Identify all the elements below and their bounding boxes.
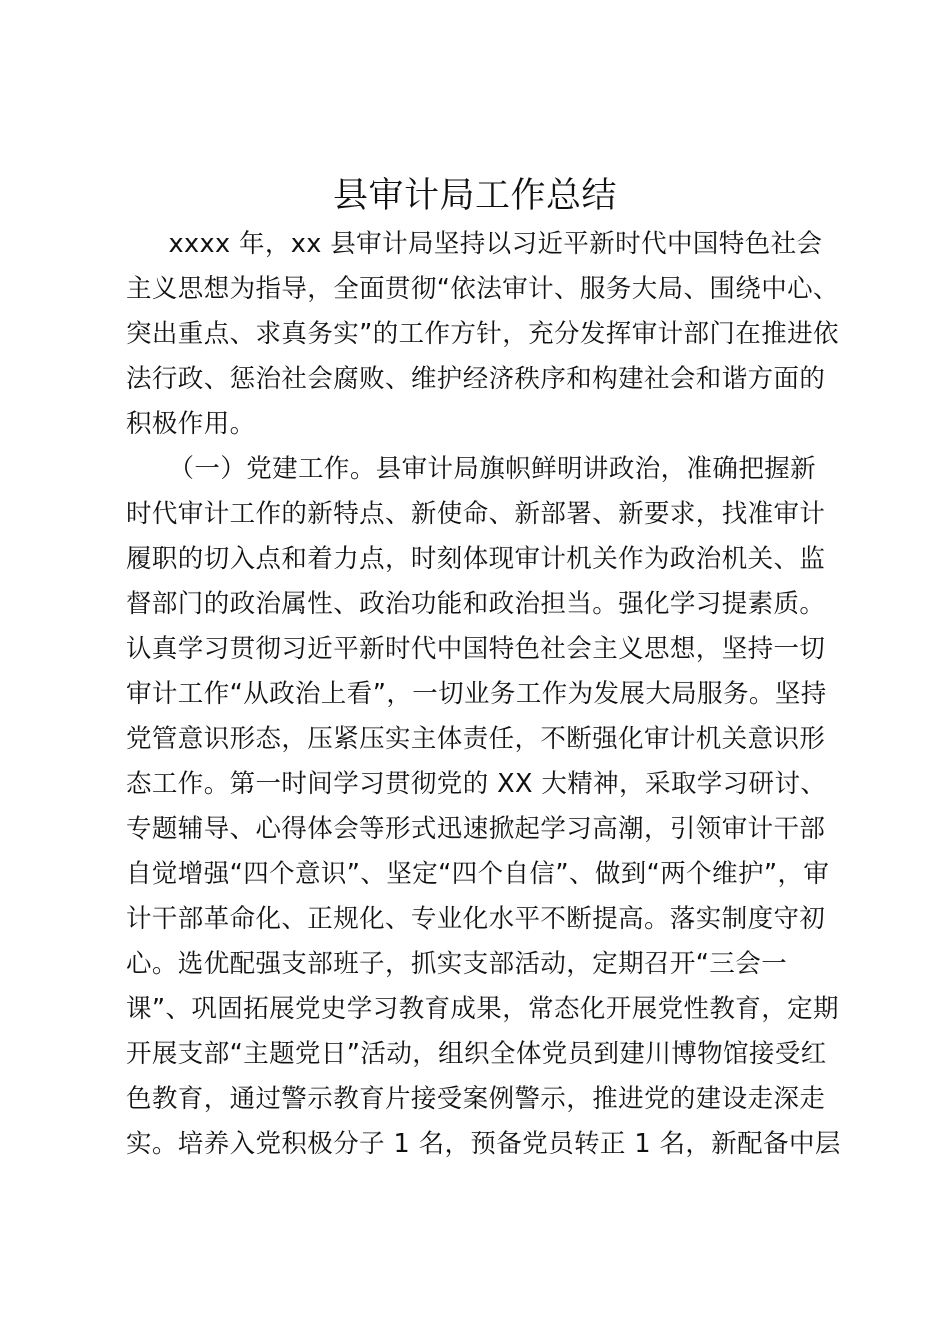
body-line: 实。培养入党积极分子 1 名，预备党员转正 1 名，新配备中层 [126, 1129, 841, 1159]
body-line: 履职的切入点和着力点，时刻体现审计机关作为政治机关、监 [126, 544, 826, 574]
body-line: 态工作。第一时间学习贯彻党的 XX 大精神，采取学习研讨、 [126, 769, 827, 799]
body-line: 开展支部“主题党日”活动，组织全体党员到建川博物馆接受红 [126, 1039, 827, 1069]
body-line: 认真学习贯彻习近平新时代中国特色社会主义思想，坚持一切 [126, 634, 826, 664]
body-line: 督部门的政治属性、政治功能和政治担当。强化学习提素质。 [126, 589, 826, 619]
body-line: 课”、巩固拓展党史学习教育成果，常态化开展党性教育，定期 [126, 994, 839, 1024]
body-line: xxxx 年，xx 县审计局坚持以习近平新时代中国特色社会 [126, 229, 823, 259]
body-line: 党管意识形态，压紧压实主体责任，不断强化审计机关意识形 [126, 724, 826, 754]
body-line: 计干部革命化、正规化、专业化水平不断提高。落实制度守初 [126, 904, 826, 934]
body-line: 色教育，通过警示教育片接受案例警示，推进党的建设走深走 [126, 1084, 826, 1114]
body-line: 时代审计工作的新特点、新使命、新部署、新要求，找准审计 [126, 499, 826, 529]
body-line: 专题辅导、心得体会等形式迅速掀起学习高潮，引领审计干部 [126, 814, 826, 844]
body-line: 心。选优配强支部班子，抓实支部活动，定期召开“三会一 [126, 949, 788, 979]
body-line: 突出重点、求真务实”的工作方针，充分发挥审计部门在推进依 [126, 319, 839, 349]
section-heading-line: （一）党建工作。县审计局旗帜鲜明讲政治，准确把握新 [126, 454, 817, 484]
body-line: 法行政、惩治社会腐败、维护经济秩序和构建社会和谐方面的 [126, 364, 826, 394]
document-title: 县审计局工作总结 [332, 176, 617, 216]
body-line: 积极作用。 [126, 409, 256, 439]
body-line: 审计工作“从政治上看”，一切业务工作为发展大局服务。坚持 [126, 679, 827, 709]
body-line: 主义思想为指导，全面贯彻“依法审计、服务大局、围绕中心、 [126, 274, 839, 304]
body-line: 自觉增强“四个意识”、坚定“四个自信”、做到“两个维护”，审 [126, 859, 830, 889]
